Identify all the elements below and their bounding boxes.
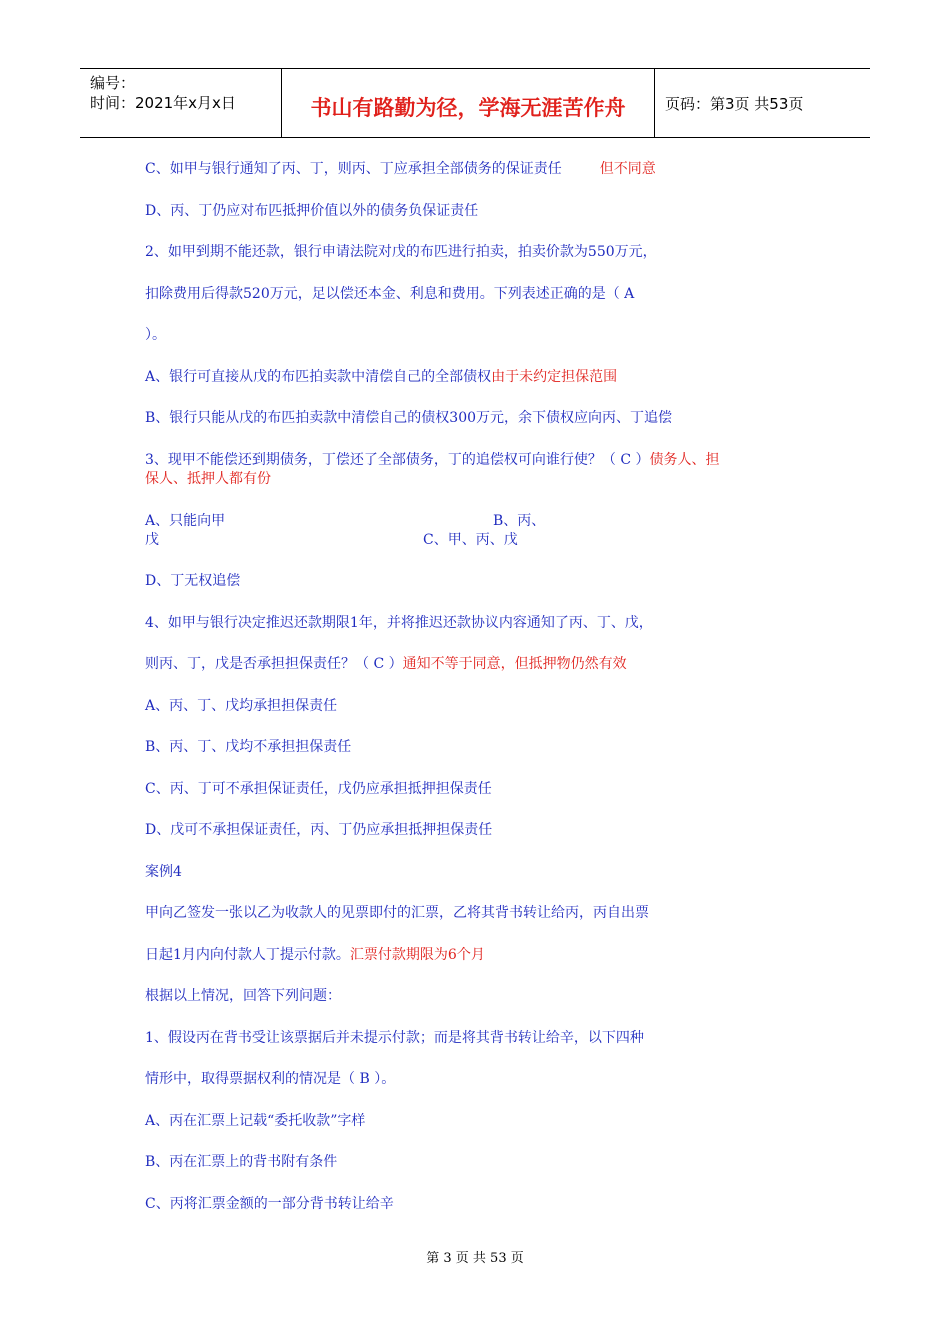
text-line: D、戊可不承担保证责任，丙、丁仍应承担抵押担保责任 bbox=[145, 822, 493, 838]
text-line: C、丙、丁可不承担保证责任，戊仍应承担抵押担保责任 bbox=[145, 781, 492, 797]
page-footer: 第 3 页 共 53 页 bbox=[426, 1251, 524, 1266]
text-line: B、丙、 bbox=[493, 513, 546, 529]
text-line: 扣除费用后得款520万元，足以偿还本金、利息和费用。下列表述正确的是（ A bbox=[145, 286, 635, 302]
text-line: B、银行只能从戊的布匹拍卖款中清偿自己的债权300万元，余下债权应向丙、丁追偿 bbox=[145, 410, 673, 426]
text-line: 1、假设丙在背书受让该票据后并未提示付款；而是将其背书转让给辛，以下四种 bbox=[145, 1030, 644, 1046]
header-motto: 书山有路勤为径，学海无涯苦作舟 bbox=[310, 96, 626, 120]
text-line: A、只能向甲 bbox=[145, 513, 226, 529]
text-line: A、丙、丁、戊均承担担保责任 bbox=[145, 698, 338, 714]
annotation: 通知不等于同意，但抵押物仍然有效 bbox=[402, 656, 627, 672]
text-line: 4、如甲与银行决定推迟还款期限1年，并将推迟还款协议内容通知了丙、丁、戊， bbox=[145, 615, 653, 631]
text-line: C、丙将汇票金额的一部分背书转让给辛 bbox=[145, 1196, 394, 1212]
text-line: 甲向乙签发一张以乙为收款人的见票即付的汇票，乙将其背书转让给丙，丙自出票 bbox=[145, 905, 649, 921]
document-number-label: 编号： bbox=[90, 74, 136, 92]
page-header bbox=[80, 68, 870, 138]
text-line: 2、如甲到期不能还款，银行申请法院对戊的布匹进行拍卖，拍卖价款为550万元， bbox=[145, 244, 657, 260]
annotation: 保人、抵押人都有份 bbox=[145, 471, 271, 487]
text-line: 则丙、丁，戊是否承担担保责任？（ C ）通知不等于同意，但抵押物仍然有效 bbox=[145, 656, 627, 672]
text-line: B、丙在汇票上的背书附有条件 bbox=[145, 1154, 338, 1170]
text-line: ）。 bbox=[145, 327, 166, 343]
text-line: 日起1月内向付款人丁提示付款。汇票付款期限为6个月 bbox=[145, 947, 485, 963]
section-heading: 案例4 bbox=[145, 864, 182, 880]
header-info-cell bbox=[80, 69, 282, 137]
text-line: 戊 bbox=[145, 532, 159, 548]
header-page-cell bbox=[655, 69, 870, 137]
annotation: 由于未约定担保范围 bbox=[491, 369, 618, 385]
annotation: 债务人、担 bbox=[649, 452, 720, 468]
text-line: 根据以上情况，回答下列问题： bbox=[145, 988, 341, 1004]
text-line: 3、现甲不能偿还到期债务，丁偿还了全部债务，丁的追偿权可向谁行使？（ C ）债务人、担 bbox=[145, 452, 720, 468]
text-line: B、丙、丁、戊均不承担担保责任 bbox=[145, 739, 352, 755]
text-line: A、丙在汇票上记载“委托收款”字样 bbox=[145, 1113, 366, 1129]
text-line: A、银行可直接从戊的布匹拍卖款中清偿自己的全部债权由于未约定担保范围 bbox=[145, 369, 618, 385]
text-line: 情形中，取得票据权利的情况是（ B ）。 bbox=[145, 1071, 396, 1087]
document-time-label: 时间：2021年x月x日 bbox=[90, 94, 236, 112]
annotation: 但不同意 bbox=[599, 161, 656, 177]
text-line: C、如甲与银行通知了丙、丁，则丙、丁应承担全部债务的保证责任 但不同意 bbox=[145, 161, 656, 177]
text-line: D、丁无权追偿 bbox=[145, 573, 241, 589]
text-line: D、丙、丁仍应对布匹抵押价值以外的债务负保证责任 bbox=[145, 203, 479, 219]
annotation: 汇票付款期限为6个月 bbox=[349, 947, 485, 963]
header-motto-cell bbox=[282, 69, 655, 137]
text-line: C、甲、丙、戊 bbox=[423, 532, 518, 548]
header-page-number: 页码：第3页 共53页 bbox=[665, 95, 804, 113]
